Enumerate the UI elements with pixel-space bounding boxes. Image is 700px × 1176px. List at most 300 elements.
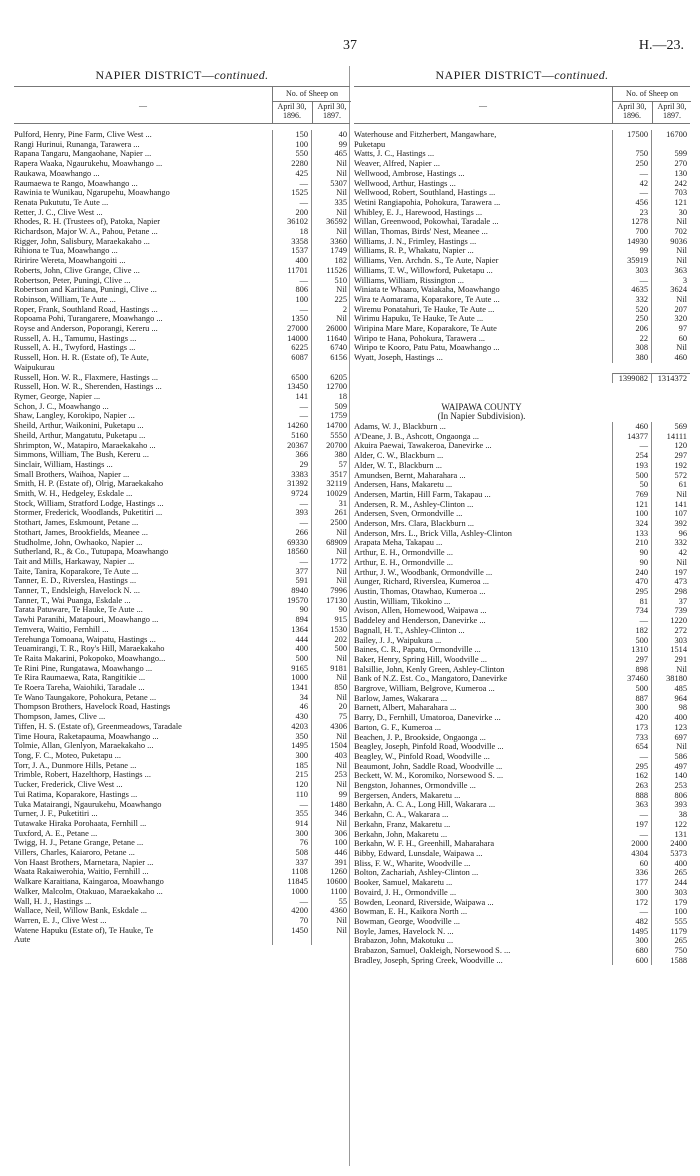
sheep-1897: 1504 — [311, 741, 350, 751]
sheep-1896: 18 — [272, 227, 311, 237]
owner-name: A'Deane, J. B., Ashcott, Ongaonga ... — [354, 431, 480, 441]
table-row — [354, 936, 690, 946]
table-row — [14, 130, 350, 140]
sheep-1896: 654 — [612, 742, 651, 752]
left-table-body — [14, 130, 350, 945]
sheep-1896: 29 — [272, 460, 311, 470]
sheep-1896: 34 — [272, 693, 311, 703]
sheep-1897: 2 — [311, 305, 350, 315]
table-row — [354, 878, 690, 888]
sheep-1896: 300 — [612, 703, 651, 713]
sheep-1897: 140 — [651, 771, 690, 781]
sheep-1897: 100 — [311, 838, 350, 848]
sheep-1897: Nil — [651, 742, 690, 752]
sheep-1896: 31392 — [272, 479, 311, 489]
sheep-1897: 30 — [651, 208, 690, 218]
table-row — [14, 363, 350, 373]
sheep-1897: 38180 — [651, 674, 690, 684]
owner-name: Wellwood, Robert, Southland, Hastings ... — [354, 188, 496, 198]
owner-name: Tanner, T., Endsleigh, Havelock N. ... — [14, 586, 140, 596]
table-row — [354, 422, 690, 432]
sheep-1896: 456 — [612, 198, 651, 208]
table-row — [14, 266, 350, 276]
table-row — [14, 508, 350, 518]
sheep-1896: — — [612, 830, 651, 840]
table-row — [354, 227, 690, 237]
owner-name: Russell, Hon. W. R., Sherenden, Hastings ... — [14, 382, 162, 392]
sheep-1897: 121 — [651, 198, 690, 208]
sheep-1896: 215 — [272, 770, 311, 780]
owner-name: Bengston, Johannes, Ormondville ... — [354, 781, 476, 791]
sheep-1897: 3517 — [311, 470, 350, 480]
sheep-1897: Nil — [311, 732, 350, 742]
table-row — [14, 460, 350, 470]
sheep-1896: 1525 — [272, 188, 311, 198]
owner-name: Teuamirangi, T. R., Roy's Hill, Maraekakaho — [14, 644, 165, 654]
table-row — [14, 140, 350, 150]
sheep-1896: — — [272, 411, 311, 421]
table-row — [14, 557, 350, 567]
table-row — [14, 382, 350, 392]
table-row — [354, 169, 690, 179]
table-row — [354, 285, 690, 295]
owner-name: Beagley, Joseph, Pinfold Road, Woodville ... — [354, 742, 504, 752]
sheep-1896: 769 — [612, 490, 651, 500]
owner-name: Alder, C. W., Blackburn ... — [354, 451, 444, 461]
sheep-1897: 99 — [311, 140, 350, 150]
table-row — [354, 246, 690, 256]
sheep-1897: Nil — [311, 576, 350, 586]
sheep-1897: 2500 — [311, 518, 350, 528]
sheep-1897: 510 — [311, 276, 350, 286]
owner-name: Twigg, H. J., Petane Grange, Petane ... — [14, 838, 144, 848]
sheep-1896: 500 — [612, 636, 651, 646]
sheep-1896: 750 — [612, 149, 651, 159]
sheep-1896: 400 — [272, 256, 311, 266]
sheep-1896: 14377 — [612, 432, 651, 442]
owner-name: Wiremu Ponatahuri, Te Hauke, Te Aute ... — [354, 304, 495, 314]
sheep-1897: 197 — [651, 568, 690, 578]
owner-name: Walker, Malcolm, Otakuao, Maraekakaho ... — [14, 886, 163, 896]
owner-name: Arthur, J. W., Woodbank, Ormondville ... — [354, 567, 493, 577]
sheep-1896: 300 — [272, 829, 311, 839]
sheep-1897: 265 — [651, 868, 690, 878]
owner-name: Tui Ratima, Koparakore, Hastings ... — [14, 789, 138, 799]
page-header — [0, 0, 700, 60]
sheep-1897: 572 — [651, 471, 690, 481]
owner-name: Baines, C. R., Papatu, Ormondville ... — [354, 645, 481, 655]
owner-name: Tanner, T., Wai Puanga, Eskdale ... — [14, 595, 131, 605]
table-row — [14, 683, 350, 693]
owner-name: Arthur, E. H., Ormondville ... — [354, 548, 453, 558]
owner-name: Robinson, William, Te Aute ... — [14, 294, 116, 304]
sheep-1897: 131 — [651, 830, 690, 840]
sheep-1896: 425 — [272, 169, 311, 179]
sheep-1897: Nil — [311, 314, 350, 324]
table-row — [354, 898, 690, 908]
owner-name: Austin, Thomas, Otawhao, Kumeroa ... — [354, 587, 486, 596]
sheep-1897: Nil — [311, 188, 350, 198]
owner-name: Tuxford, A. E., Petane ... — [14, 828, 98, 838]
sheep-1896 — [272, 363, 311, 373]
owner-name: Watene Hapuku (Estate of), Te Hauke, Te — [14, 925, 154, 935]
sheep-1896: 182 — [612, 626, 651, 636]
sheep-1896: — — [612, 810, 651, 820]
table-row — [354, 529, 690, 539]
sheep-1897: 202 — [311, 635, 350, 645]
sheep-1897: 320 — [651, 314, 690, 324]
sheep-1896: 460 — [612, 422, 651, 432]
left-header-1896: April 30, 1896. — [277, 102, 307, 120]
sheep-1897: 1179 — [651, 927, 690, 937]
sheep-1896: 9165 — [272, 664, 311, 674]
left-header-dash: — — [139, 101, 147, 110]
owner-name: Torr, J. A., Dunmore Hills, Petane ... — [14, 760, 137, 770]
owner-name: Retter, J. C., Clive West ... — [14, 207, 103, 217]
sheep-1897: 586 — [651, 752, 690, 762]
owner-name: Tawhi Paranihi, Matapouri, Moawhango ... — [14, 615, 159, 625]
table-row — [14, 576, 350, 586]
sheep-1897: 207 — [651, 305, 690, 315]
owner-name: Trimble, Robert, Hazelthorp, Hastings ... — [14, 770, 151, 780]
sheep-1897: 265 — [651, 936, 690, 946]
owner-name: Bowman, George, Woodville ... — [354, 916, 461, 926]
table-row — [14, 780, 350, 790]
table-row — [14, 848, 350, 858]
owner-name: Tong, F. C., Moteo, Puketapu ... — [14, 751, 121, 760]
owner-name: Barry, D., Fernhill, Umatoroa, Danevirke ... — [354, 713, 501, 723]
sheep-1897 — [311, 363, 350, 373]
table-row — [14, 538, 350, 548]
table-row — [14, 295, 350, 305]
sheep-1896: 263 — [612, 781, 651, 791]
table-row — [14, 819, 350, 829]
table-row — [354, 314, 690, 324]
owner-name: Waata Rakaiwerohia, Waitio, Fernhill ... — [14, 867, 149, 877]
owner-name: Shaw, Langley, Korokipo, Napier ... — [14, 411, 135, 421]
sheep-1897: 270 — [651, 159, 690, 169]
sheep-1896: 14000 — [272, 334, 311, 344]
sheep-1897: 130 — [651, 169, 690, 179]
sheep-1897: Nil — [311, 780, 350, 790]
sheep-1896: 2280 — [272, 159, 311, 169]
right-title-main: NAPIER DISTRICT— — [435, 68, 555, 82]
owner-name: Rymer, George, Napier ... — [14, 391, 101, 401]
table-row — [14, 858, 350, 868]
sheep-1896: 206 — [612, 324, 651, 334]
owner-name: Wellwood, Arthur, Hastings ... — [354, 178, 456, 188]
sheep-1896: 99 — [612, 246, 651, 256]
sheep-1896: 6500 — [272, 373, 311, 383]
table-row — [14, 518, 350, 528]
table-row — [14, 373, 350, 383]
owner-name: Anderson, Mrs. L., Brick Villa, Ashley-Clinton — [354, 528, 512, 538]
sheep-1897: 298 — [651, 587, 690, 597]
table-row — [354, 509, 690, 519]
sheep-1897: 14111 — [651, 432, 690, 442]
sheep-1896: 300 — [612, 936, 651, 946]
table-row — [14, 421, 350, 431]
owner-name: Beaumont, John, Saddle Road, Woodville ... — [354, 761, 503, 771]
sheep-1896: 36102 — [272, 217, 311, 227]
sheep-1896: — — [272, 305, 311, 315]
table-row — [354, 441, 690, 451]
owner-name: Whibley, E. J., Harewood, Hastings ... — [354, 207, 483, 217]
table-row — [14, 208, 350, 218]
owner-name: Berkahn, A. C. A., Long Hill, Wakarara ... — [354, 800, 496, 810]
table-row — [14, 770, 350, 780]
owner-name: Te Rira Raumaewa, Rata, Rangitikie ... — [14, 673, 146, 683]
owner-name: Andersen, Martin, Hill Farm, Takapau ... — [354, 489, 491, 499]
sheep-1897: 141 — [651, 500, 690, 510]
sheep-1896: — — [272, 198, 311, 208]
table-row — [354, 334, 690, 344]
sheep-1896: 337 — [272, 858, 311, 868]
table-row — [354, 800, 690, 810]
sheep-1896: 14260 — [272, 421, 311, 431]
owner-name: Berkahn, Franz, Makaretu ... — [354, 819, 451, 829]
sheep-1896: 13450 — [272, 382, 311, 392]
table-row — [354, 713, 690, 723]
sheep-1896: 172 — [612, 898, 651, 908]
sheep-1897: 16700 — [651, 130, 690, 140]
sheep-1897: 697 — [651, 733, 690, 743]
sheep-1896: 121 — [612, 500, 651, 510]
owner-name: Akuira Paewai, Tawakeroa, Danevirke ... — [354, 441, 492, 451]
table-row — [14, 605, 350, 615]
sheep-1897: 393 — [651, 800, 690, 810]
table-row — [14, 867, 350, 877]
sheep-1896: 2000 — [612, 839, 651, 849]
right-district-title — [354, 64, 690, 86]
owner-name: Riririre Wereta, Moawhangoiti ... — [14, 256, 126, 266]
sheep-1897: 346 — [311, 809, 350, 819]
sheep-1897: 17130 — [311, 596, 350, 606]
sheep-1897: 5373 — [651, 849, 690, 859]
sheep-1897: Nil — [311, 693, 350, 703]
sheep-1897: 1530 — [311, 625, 350, 635]
owner-name: Wirimu Hapuku, Te Hauke, Te Aute ... — [354, 314, 484, 324]
sheep-1896: 69330 — [272, 538, 311, 548]
sheep-1896: 173 — [612, 723, 651, 733]
table-row — [14, 654, 350, 664]
owner-name: Roberts, John, Clive Grange, Clive ... — [14, 265, 140, 275]
owner-name: Willan, Thomas, Birds' Nest, Meanee ... — [354, 227, 488, 237]
sheep-1896: 6087 — [272, 353, 311, 363]
table-row — [354, 616, 690, 626]
sheep-1897: 306 — [311, 829, 350, 839]
sheep-1896: — — [272, 897, 311, 907]
sheep-1896: 430 — [272, 712, 311, 722]
owner-name: Wall, H. J., Hastings ... — [14, 896, 92, 906]
sheep-1896: 19570 — [272, 596, 311, 606]
table-row — [14, 353, 350, 363]
owner-name: Wiripo te Hana, Pohokura, Tarawera ... — [354, 333, 486, 343]
sheep-1897: Nil — [311, 654, 350, 664]
sheep-1896: 297 — [612, 655, 651, 665]
owner-name: Wira te Aomarama, Koparakore, Te Aute ... — [354, 294, 500, 304]
table-row — [14, 343, 350, 353]
sheep-1897: 332 — [651, 538, 690, 548]
sheep-1896: — — [272, 499, 311, 509]
owner-name: Williams, T. W., Willowford, Puketapu ... — [354, 265, 493, 275]
sheep-1897: 400 — [651, 713, 690, 723]
table-row — [354, 179, 690, 189]
sheep-1896: 185 — [272, 761, 311, 771]
table-row — [354, 130, 690, 140]
owner-name: Stothart, James, Brookfields, Meanee ... — [14, 527, 148, 537]
sheep-1897: 1480 — [311, 800, 350, 810]
table-row — [14, 887, 350, 897]
sheep-1897: 18 — [311, 392, 350, 402]
table-row — [354, 266, 690, 276]
sheep-1896: 1310 — [612, 645, 651, 655]
sheep-1897: 36592 — [311, 217, 350, 227]
owner-name: Raumaewa te Rango, Moawhango ... — [14, 178, 138, 188]
sheep-1897: 182 — [311, 256, 350, 266]
owner-name: Waterhouse and Fitzherbert, Mangawhare, — [354, 130, 497, 139]
owner-name: Stormer, Frederick, Woodlands, Puketitiri ... — [14, 508, 163, 518]
sheep-1896: 81 — [612, 597, 651, 607]
owner-name: Bliss, F. W., Wharite, Woodville ... — [354, 858, 471, 868]
sheep-1896: 11845 — [272, 877, 311, 887]
sheep-1897: 38 — [651, 810, 690, 820]
owner-name: Williams, R. P., Whakatu, Napier ... — [354, 246, 474, 256]
table-row — [354, 849, 690, 859]
owner-name: Thompson, James, Clive ... — [14, 712, 106, 722]
sheep-1897: 291 — [651, 655, 690, 665]
sheep-1896: 17500 — [612, 130, 651, 140]
table-row — [14, 615, 350, 625]
sheep-1897: Nil — [311, 916, 350, 926]
sheep-1897: 75 — [311, 712, 350, 722]
sheep-1897: 1749 — [311, 246, 350, 256]
sheep-1897: Nil — [311, 227, 350, 237]
owner-name: Barlow, James, Wakarara ... — [354, 693, 448, 703]
table-row — [354, 655, 690, 665]
sheep-1897: 97 — [651, 324, 690, 334]
table-row — [14, 838, 350, 848]
sheep-1896: 380 — [612, 353, 651, 363]
sheep-1896: 4203 — [272, 722, 311, 732]
sheep-1896: 76 — [272, 838, 311, 848]
sheep-1897: 599 — [651, 149, 690, 159]
sheep-1896: 420 — [612, 713, 651, 723]
table-row — [354, 956, 690, 966]
table-row — [14, 411, 350, 421]
owner-name: Walkare Karaitiana, Kaingaroa, Moawhango — [14, 877, 164, 887]
owner-name: Wyatt, Joseph, Hastings ... — [354, 353, 443, 363]
table-row — [14, 314, 350, 324]
table-row — [354, 276, 690, 286]
sheep-1897: Nil — [311, 673, 350, 683]
table-row — [14, 935, 350, 945]
owner-name: Andersen, R. M., Ashley-Clinton ... — [354, 499, 474, 509]
owner-name: Waipukurau — [14, 362, 55, 372]
sheep-1897: 555 — [651, 917, 690, 927]
owner-name: Baddeley and Henderson, Danevirke ... — [354, 616, 486, 626]
table-row — [14, 324, 350, 334]
table-row — [354, 665, 690, 675]
spacer-row — [354, 393, 690, 403]
owner-name: Bolton, Zachariah, Ashley-Clinton ... — [354, 868, 479, 878]
sheep-1896: 11701 — [272, 266, 311, 276]
sheep-1897: 403 — [311, 751, 350, 761]
sheep-1897: Nil — [651, 343, 690, 353]
table-row — [354, 256, 690, 266]
sheep-1896: 888 — [612, 791, 651, 801]
table-row — [354, 723, 690, 733]
table-row — [354, 946, 690, 956]
owner-name: Tait and Mills, Harkaway, Napier ... — [14, 556, 135, 566]
owner-name: Sheild, Arthur, Waikonini, Puketapu ... — [14, 421, 144, 431]
table-row — [354, 500, 690, 510]
sheep-1896: 1108 — [272, 867, 311, 877]
table-row — [354, 188, 690, 198]
sheep-1897: 1314372 — [651, 373, 690, 384]
sheep-1896: — — [612, 907, 651, 917]
owner-name: Williams, William, Rissington ... — [354, 275, 464, 285]
table-row — [14, 479, 350, 489]
right-header-1896: April 30, 1896. — [617, 102, 647, 120]
owner-name: Barton, G. F., Kumeroa ... — [354, 722, 442, 732]
sheep-1897: Nil — [651, 217, 690, 227]
owner-name: (In Napier Subdivision). — [437, 411, 526, 422]
sheep-1896: 1495 — [272, 741, 311, 751]
owner-name: Bargrove, William, Belgrove, Kumeroa ... — [354, 684, 495, 694]
table-row — [354, 781, 690, 791]
sheep-1896: 1399082 — [612, 373, 651, 384]
table-row — [14, 702, 350, 712]
sheep-1896: 90 — [612, 558, 651, 568]
sheep-1897: 473 — [651, 577, 690, 587]
table-row — [14, 897, 350, 907]
owner-name: Robertson, Peter, Puningi, Clive ... — [14, 275, 131, 285]
owner-name: Austin, William, Tikokino ... — [354, 596, 451, 606]
table-row — [354, 733, 690, 743]
table-row — [14, 906, 350, 916]
sheep-1897: 100 — [651, 907, 690, 917]
sheep-1897: 569 — [651, 422, 690, 432]
owner-name: Russell, A. H., Tamumu, Hastings ... — [14, 333, 137, 343]
sheep-1896: — — [612, 752, 651, 762]
sheep-1897: 9181 — [311, 664, 350, 674]
sheep-1896: 295 — [612, 587, 651, 597]
sheep-1896 — [612, 140, 651, 150]
table-row — [14, 499, 350, 509]
table-row — [354, 548, 690, 558]
sheep-1896: 90 — [272, 605, 311, 615]
owner-name: Russell, A. H., Twyford, Hastings ... — [14, 343, 136, 353]
sheep-1896: 500 — [612, 684, 651, 694]
sheep-1897: 380 — [311, 450, 350, 460]
sheet-reference: H.—23. — [638, 38, 684, 53]
sheep-1897: 6205 — [311, 373, 350, 383]
table-row — [354, 645, 690, 655]
table-row — [14, 547, 350, 557]
sheep-1896: — — [272, 557, 311, 567]
sheep-1896: 14930 — [612, 237, 651, 247]
sheep-1896: 150 — [272, 130, 311, 140]
table-row — [354, 810, 690, 820]
table-row — [354, 820, 690, 830]
sheep-1896: 366 — [272, 450, 311, 460]
owner-name: Roper, Frank, Southland Road, Hastings ... — [14, 304, 158, 314]
sheep-1897: Nil — [651, 256, 690, 266]
owner-name: Turner, J. F., Puketitiri ... — [14, 809, 98, 819]
owner-name: Tolmie, Allan, Glenlyon, Maraekakaho ... — [14, 741, 154, 751]
table-row — [354, 353, 690, 363]
